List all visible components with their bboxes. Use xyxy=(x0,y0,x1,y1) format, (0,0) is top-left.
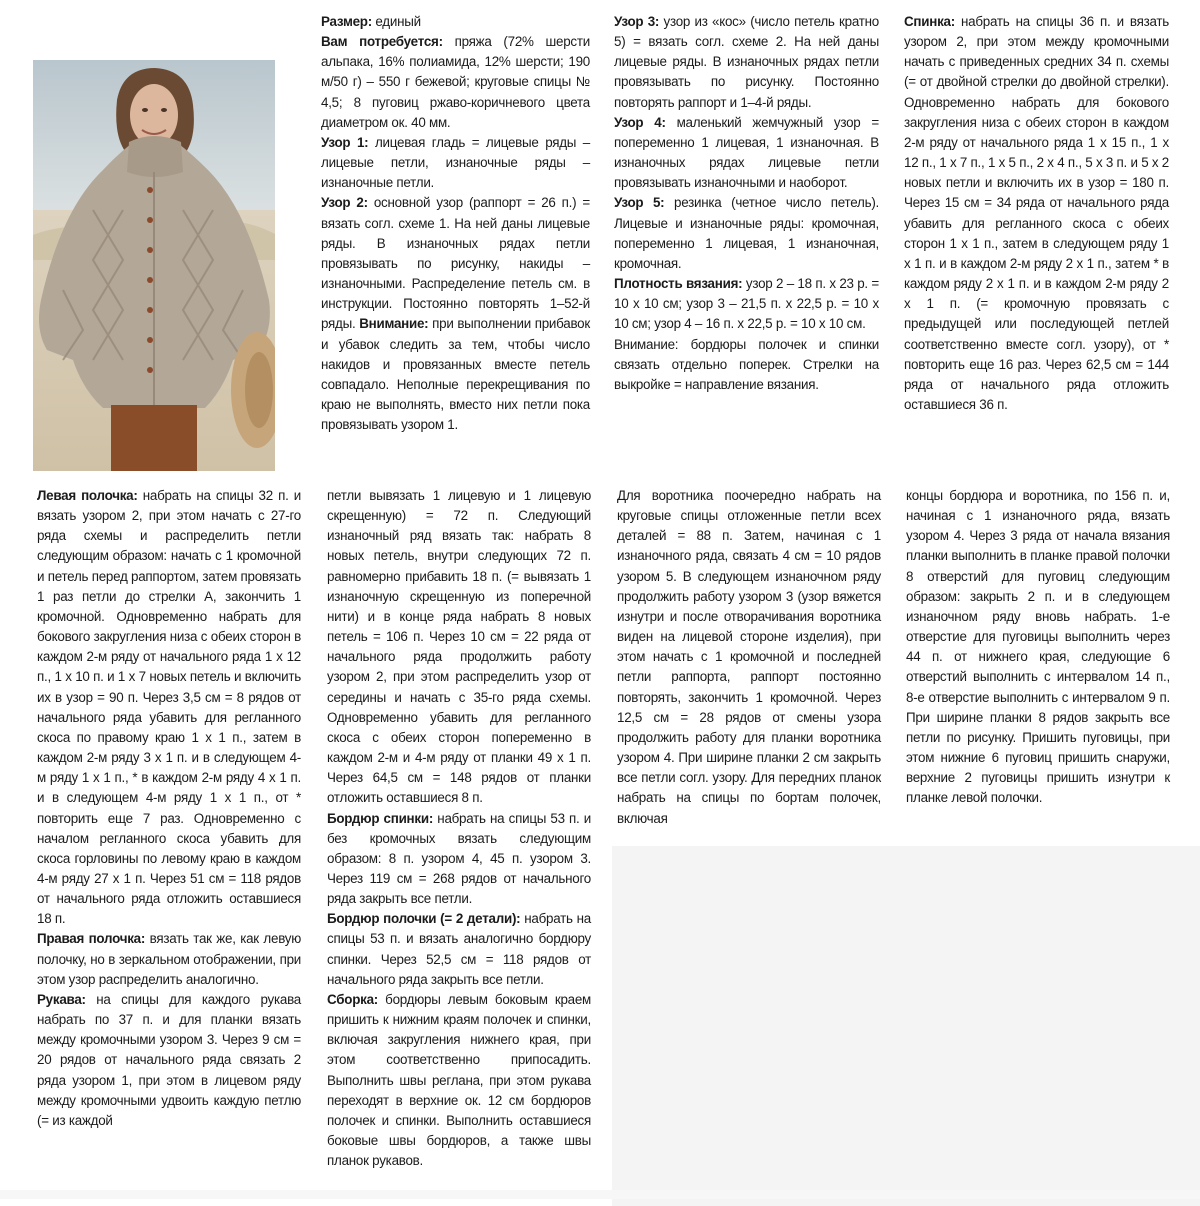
section-sleeves-cont: петли вывязать 1 лицевую и 1 лицевую скрещенную) = 72 п. Следующий изнаночный ряд вязать так: набрать 8 новых петель, внутри следующих 72 п. равномерно прибавить 18 п. (= вывязать 1 изнаночную скрещенную из поперечной нити) и в конце ряда набрать 8 новых петель = 106 п. Через 10 см = 22 ряда от начального ряда продолжить работу узором 2, при этом распределить узор от середины и начать с 35-го ряда схемы. Одновременно убавить для регланного скоса с обеих сторон попеременно в каждом 2-м и 4-м ряду от планки 49 x 1 п. Через 64,5 см = 148 рядов от планки отложить оставшиеся 8 п. xyxy=(327,488,591,806)
section-right-front: Правая полочка: вязать так же, как левую полочку, но в зеркальном отображении, при этом узор распределить аналогично. xyxy=(37,931,301,987)
back-column xyxy=(904,12,1169,415)
section-collar: Для воротника поочередно набрать на круговые спицы отложенные петли всех деталей = 88 п. Затем, начиная с 1 изнаночного ряда, связать 4 см = 10 рядов узором 5. В следующем изнаночном ряду продолжить работу узором 3 (узор вяжется изнутри и после отворачивания воротника виден на лицевой стороне изделия), при этом начать с 1 кромочной и последней петли раппорта, раппорт постоянно повторять, закончить 1 кромочной. Через 12,5 см = 28 рядов от смены узора продолжить работу для планки воротника узором 4. При ширине планки 2 см закрыть все петли согл. узору. Для передних планок набрать на спицы по бортам полочек, включая xyxy=(617,488,881,826)
section-pattern-4: Узор 4: маленький жемчужный узор = попеременно 1 лицевая, 1 изнаночная. В изнаночных рядах лицевые петли провязывать изнаночными и наоборот. xyxy=(614,114,879,191)
empty-area xyxy=(612,846,1200,1206)
bands-column xyxy=(906,486,1170,809)
section-pattern-2: Узор 2: основной узор (раппорт = 26 п.) = вязать согл. схеме 1. На ней даны лицевые ряды. В изнаночных рядах петли провязывать по рисунку, накиды – изнаночными. Распределение петель см. в инструкции. Постоянно повторять 1–52-й ряды. Внимание: при выполнении прибавок и убавок следить за тем, чтобы число накидов и провязанных вместе петель совпадало. Неполные перекрещивания по краю не выполнять, вместо них петли пока провязывать узором 1. xyxy=(321,195,590,433)
section-back: Спинка: набрать на спицы 36 п. и вязать узором 2, при этом между кромочными начать с приведенных средних 34 п. схемы (= от двойной стрелки до двойной стрелки). Одновременно набрать для бокового закругления низа с обеих сторон в каждом 2-м ряду от начального ряда 1 x 15 п., 1 x 12 п., 1 x 7 п., 1 x 5 п., 2 x 4 п., 5 x 3 п. и 5 x 2 новых петли и включить их в узор = 180 п. Через 15 см = 34 ряда от начального ряда убавить для регланного скоса с обеих сторон 1 x 1 п., затем в следующем ряду 1 x 1 п. и в каждом 2-м ряду 2 x 1 п., затем * в каждом ряду 2 x 1 п. и в каждом 2-м ряду 2 x 1 п. (= кромочную провязать с предыдущей или последующей петлей соответственно вместе согл. узору), от * повторить еще 16 раз. Через 62,5 см = 144 ряда от начального ряда отложить оставшиеся 36 п. xyxy=(904,14,1169,412)
section-sleeves: Рукава: на спицы для каждого рукава набрать по 37 п. и для планки вязать между кромочными узором 3. Через 9 см = 20 рядов от начального ряда связать 2 ряда узором 1, при этом в лицевом ряду между кромочными удвоить каждую петлю (= из каждой xyxy=(37,991,301,1128)
collar xyxy=(127,136,183,177)
section-front-bands: концы бордюра и воротника, по 156 п. и, начиная с 1 изнаночного ряда, вязать узором 4. Через 3 ряда от начала вязания планки выполнить в планке правой полочки 8 отверстий для пуговиц следующим образом: закрыть 2 п. и в следующем изнаночном ряду вновь набрать. 1-е отверстие для пуговицы выполнить через 44 п. от нижнего края, следующие 6 отверстий выполнить с интервалом 14 п., 8-е отверстие выполнить с интервалом 9 п. При ширине планки 8 рядов закрыть все петли по рисунку. Пришить пуговицы, при этом нижние 6 пуговиц пришить снаружи, верхние 2 пуговицы пришить изнутри к планке левой полочки. xyxy=(906,488,1170,806)
poncho-illustration xyxy=(33,60,275,471)
section-front-border: Бордюр полочки (= 2 детали): набрать на спицы 53 п. и вязать аналогично бордюру спинки. Через 52,5 см = 118 рядов от начального ряда закрыть все петли. xyxy=(327,911,591,987)
section-pattern-5: Узор 5: резинка (четное число петель). Лицевые и изнаночные ряды: кромочная, попеременно 1 лицевая, 1 изнаночная, кромочная. xyxy=(614,195,879,271)
section-gauge: Плотность вязания: узор 2 – 18 п. x 23 р. = 10 x 10 см; узор 3 – 21,5 п. x 22,5 р. = 10 x 10 см; узор 4 – 16 п. x 22,5 р. = 10 x 10 см. xyxy=(614,276,880,332)
section-assembly: Сборка: бордюры левым боковым краем пришить к нижним краям полочек и спинки, включая закругления нижнего края, при этом соответственно припосадить. Выполнить швы реглана, при этом рукава переходят в верхние ок. 12 см бордюров полочек и спинки. Выполнить оставшиеся боковые швы бордюров, а также швы планок рукавов. xyxy=(327,991,591,1169)
patterns-column xyxy=(614,12,879,395)
section-pattern-1: Узор 1: лицевая гладь = лицевые ряды – лицевые петли, изнаночные ряды – изнаночные петли. xyxy=(321,134,590,191)
skirt xyxy=(111,405,197,471)
section-size: Размер: единый xyxy=(321,14,421,29)
section-attention: Внимание: бордюры полочек и спинки связать отдельно поперек. Стрелки на выкройке = направление вязания. xyxy=(614,336,879,392)
borders-column xyxy=(327,486,591,1171)
fronts-column xyxy=(37,486,301,1131)
section-left-front: Левая полочка: набрать на спицы 32 п. и вязать узором 2, при этом начать с 27-го ряда схемы и распределить петли следующим образом: начать с 1 кромочной и петель перед раппортом, затем провязать 1 раз петли до стрелки А, закончить 1 кромочной. Одновременно набрать для бокового закругления низа с обеих сторон в каждом 2-м ряду от начального ряда 1 x 12 п., 1 x 10 п. и 1 x 7 новых петель и включить их в узор = 90 п. Через 3,5 см = 8 рядов от начального ряда убавить для регланного скоса по правому краю 1 x 1 п., затем в каждом 2-м ряду 3 x 1 п. и в следующем 4-м ряду 1 x 1 п., * в каждом 2-м ряду 4 x 1 п. и в следующем 4-м ряду 1 x 1 п., от * повторить еще 7 раз. Одновременно с началом регланного скоса убавить для скоса горловины по левому краю в каждом 4-м ряду 27 x 1 п. Через 51 см = 118 рядов от начального ряда отложить оставшиеся 18 п. xyxy=(37,488,302,927)
collar-column xyxy=(617,486,881,829)
section-pattern-3: Узор 3: узор из «кос» (число петель кратно 5) = вязать согл. схеме 2. На ней даны лицевые ряды. В изнаночных рядах петли провязывать по рисунку. Постоянно повторять раппорт и 1–4-й ряды. xyxy=(614,14,879,110)
section-materials: Вам потребуется: пряжа (72% шерсти альпака, 16% полиамида, 12% шерсти; 190 м/50 г) – 550 г бежевой; круговые спицы № 4,5; 8 пуговиц ржаво-коричневого цвета диаметром ок. 40 мм. xyxy=(321,34,590,130)
model-photo xyxy=(33,60,275,471)
materials-column xyxy=(321,12,590,435)
section-back-border: Бордюр спинки: набрать на спицы 53 п. и без кромочных вязать следующим образом: 8 п. узором 4, 45 п. узором 3. Через 119 см = 268 рядов от начального ряда закрыть все петли. xyxy=(327,810,592,907)
page-bottom-edge xyxy=(0,1190,1200,1199)
